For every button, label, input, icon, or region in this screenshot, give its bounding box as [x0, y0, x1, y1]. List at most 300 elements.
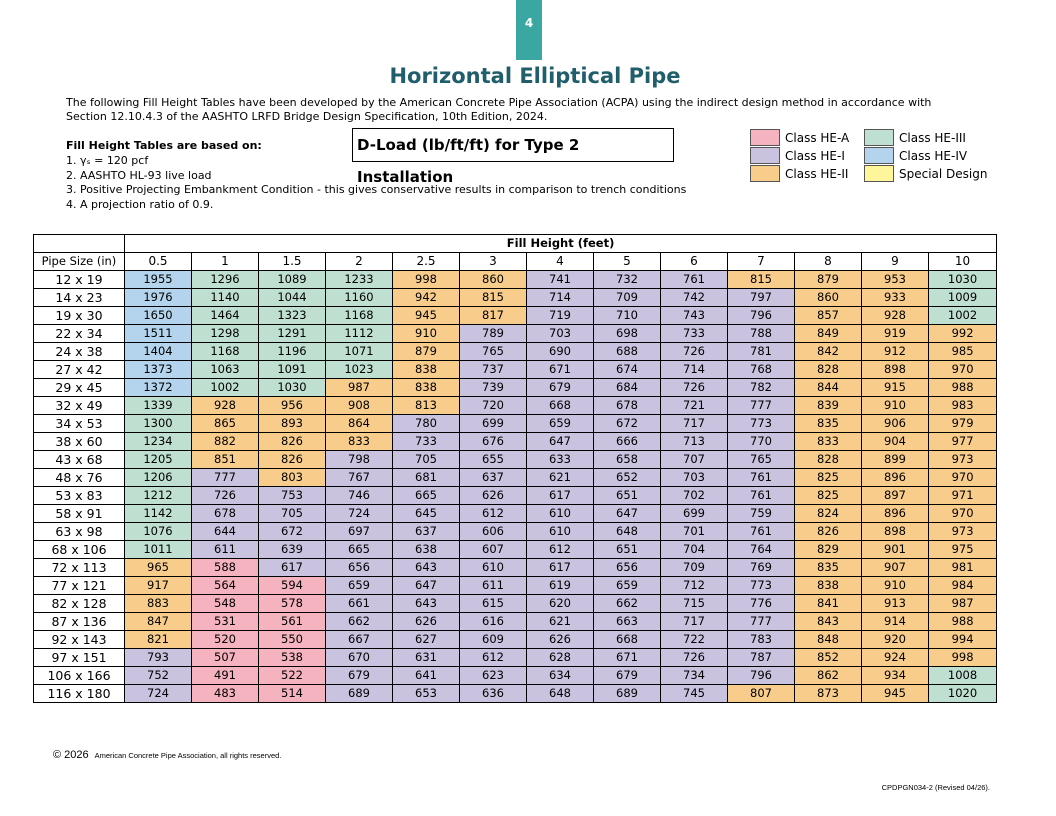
dload-cell: 548	[192, 595, 259, 613]
fill-height-column-header: 2.5	[393, 253, 460, 271]
dload-cell: 662	[326, 613, 393, 631]
dload-cell: 1002	[929, 307, 997, 325]
dload-cell: 828	[795, 361, 862, 379]
table-row	[34, 361, 997, 379]
table-row	[34, 343, 997, 361]
dload-cell: 893	[259, 415, 326, 433]
pipe-size-cell: 43 x 68	[34, 451, 125, 469]
dload-cell: 652	[594, 469, 661, 487]
dload-cell: 1002	[192, 379, 259, 397]
fill-height-column-header: 4	[527, 253, 594, 271]
dload-cell: 561	[259, 613, 326, 631]
dload-cell: 701	[661, 523, 728, 541]
table-row	[34, 325, 997, 343]
table-row	[34, 559, 997, 577]
dload-cell: 726	[661, 343, 728, 361]
pipe-size-cell: 68 x 106	[34, 541, 125, 559]
dload-cell: 1300	[125, 415, 192, 433]
dload-cell: 665	[326, 541, 393, 559]
basis-item: 3. Positive Projecting Embankment Condition - this gives conservative results in comparison to trench conditions	[66, 183, 687, 196]
dload-cell: 829	[795, 541, 862, 559]
dload-cell: 945	[862, 685, 929, 703]
dload-cell: 852	[795, 649, 862, 667]
dload-cell: 901	[862, 541, 929, 559]
dload-cell: 770	[728, 433, 795, 451]
dload-cell: 898	[862, 361, 929, 379]
dload-cell: 793	[125, 649, 192, 667]
fill-height-column-header: 1.5	[259, 253, 326, 271]
dload-cell: 851	[192, 451, 259, 469]
table-row	[34, 469, 997, 487]
dload-cell: 826	[795, 523, 862, 541]
dload-cell: 1212	[125, 487, 192, 505]
dload-cell: 699	[460, 415, 527, 433]
pipe-size-cell: 48 x 76	[34, 469, 125, 487]
dload-cell: 1160	[326, 289, 393, 307]
dload-cell: 777	[728, 613, 795, 631]
dload-cell: 828	[795, 451, 862, 469]
dload-cell: 773	[728, 415, 795, 433]
table-body	[34, 271, 997, 703]
dload-cell: 676	[460, 433, 527, 451]
dload-cell: 514	[259, 685, 326, 703]
dload-cell: 667	[326, 631, 393, 649]
fill-height-column-header: 1	[192, 253, 259, 271]
dload-cell: 647	[393, 577, 460, 595]
dload-cell: 611	[460, 577, 527, 595]
dload-cell: 666	[594, 433, 661, 451]
dload-cell: 550	[259, 631, 326, 649]
dload-cell: 1464	[192, 307, 259, 325]
dload-cell: 913	[862, 595, 929, 613]
dload-cell: 910	[393, 325, 460, 343]
table-row	[34, 397, 997, 415]
dload-cell: 621	[527, 469, 594, 487]
pipe-size-cell: 12 x 19	[34, 271, 125, 289]
pipe-size-cell: 82 x 128	[34, 595, 125, 613]
dload-cell: 883	[125, 595, 192, 613]
dload-cell: 620	[527, 595, 594, 613]
dload-cell: 746	[326, 487, 393, 505]
dload-cell: 838	[393, 361, 460, 379]
table-corner-cell	[34, 235, 125, 253]
dload-cell: 644	[192, 523, 259, 541]
dload-cell: 988	[929, 379, 997, 397]
dload-cell: 491	[192, 667, 259, 685]
pipe-size-cell: 22 x 34	[34, 325, 125, 343]
dload-cell: 681	[393, 469, 460, 487]
dload-cell: 906	[862, 415, 929, 433]
dload-cell: 1976	[125, 289, 192, 307]
dload-cell: 1955	[125, 271, 192, 289]
dload-cell: 627	[393, 631, 460, 649]
dload-cell: 739	[460, 379, 527, 397]
dload-cell: 531	[192, 613, 259, 631]
dload-cell: 912	[862, 343, 929, 361]
dload-cell: 847	[125, 613, 192, 631]
dload-cell: 910	[862, 397, 929, 415]
dload-cell: 981	[929, 559, 997, 577]
dload-cell: 1650	[125, 307, 192, 325]
dload-cell: 678	[594, 397, 661, 415]
dload-cell: 612	[460, 649, 527, 667]
dload-cell: 879	[795, 271, 862, 289]
dload-cell: 767	[326, 469, 393, 487]
dload-cell: 826	[259, 433, 326, 451]
dload-cell: 742	[661, 289, 728, 307]
dload-cell: 651	[594, 541, 661, 559]
dload-cell: 1205	[125, 451, 192, 469]
dload-cell: 743	[661, 307, 728, 325]
dload-cell: 674	[594, 361, 661, 379]
pipe-size-cell: 34 x 53	[34, 415, 125, 433]
dload-cell: 626	[393, 613, 460, 631]
dload-cell: 672	[259, 523, 326, 541]
dload-cell: 1071	[326, 343, 393, 361]
dload-cell: 665	[393, 487, 460, 505]
table-row	[34, 289, 997, 307]
legend-label: Class HE-A	[785, 131, 850, 145]
dload-cell: 1404	[125, 343, 192, 361]
dload-cell: 821	[125, 631, 192, 649]
dload-cell: 917	[125, 577, 192, 595]
dload-cell: 713	[661, 433, 728, 451]
dload-cell: 904	[862, 433, 929, 451]
pipe-size-cell: 19 x 30	[34, 307, 125, 325]
fill-height-column-header: 0.5	[125, 253, 192, 271]
dload-cell: 864	[326, 415, 393, 433]
dload-cell: 1339	[125, 397, 192, 415]
table-row	[34, 271, 997, 289]
dload-cell: 659	[527, 415, 594, 433]
dload-cell: 907	[862, 559, 929, 577]
dload-cell: 780	[393, 415, 460, 433]
pipe-size-cell: 58 x 91	[34, 505, 125, 523]
dload-cell: 975	[929, 541, 997, 559]
dload-cell: 726	[661, 379, 728, 397]
dload-cell: 773	[728, 577, 795, 595]
dload-cell: 610	[460, 559, 527, 577]
dload-cell: 639	[259, 541, 326, 559]
dload-cell: 1206	[125, 469, 192, 487]
document-id: CPDPGN034-2 (Revised 04/26).	[881, 783, 990, 792]
dload-cell: 621	[527, 613, 594, 631]
dload-cell: 857	[795, 307, 862, 325]
dload-cell: 670	[326, 649, 393, 667]
dload-cell: 623	[460, 667, 527, 685]
dload-cell: 765	[728, 451, 795, 469]
dload-cell: 714	[527, 289, 594, 307]
dload-cell: 655	[460, 451, 527, 469]
dload-cell: 803	[259, 469, 326, 487]
dload-cell: 769	[728, 559, 795, 577]
dload-cell: 860	[795, 289, 862, 307]
table-row	[34, 667, 997, 685]
fill-height-column-header: 6	[661, 253, 728, 271]
dload-cell: 896	[862, 505, 929, 523]
dload-cell: 920	[862, 631, 929, 649]
dload-cell: 634	[527, 667, 594, 685]
fill-height-column-header: 3	[460, 253, 527, 271]
dload-cell: 668	[527, 397, 594, 415]
dload-cell: 783	[728, 631, 795, 649]
intro-paragraph: The following Fill Height Tables have been developed by the American Concrete Pipe Association (ACPA) using the indirect design method in accordance with Section 12.10.4.3 of the AASHTO LRFD Bridge Design Specification, 10th Edition, 2024.	[66, 96, 932, 123]
dload-cell: 1011	[125, 541, 192, 559]
dload-cell: 924	[862, 649, 929, 667]
dload-cell: 724	[326, 505, 393, 523]
dload-cell: 717	[661, 613, 728, 631]
dload-cell: 637	[460, 469, 527, 487]
dload-cell: 970	[929, 361, 997, 379]
dload-cell: 945	[393, 307, 460, 325]
dload-cell: 896	[862, 469, 929, 487]
dload-cell: 841	[795, 595, 862, 613]
dload-cell: 824	[795, 505, 862, 523]
dload-cell: 709	[661, 559, 728, 577]
fill-height-column-header: 10	[929, 253, 997, 271]
dload-cell: 970	[929, 469, 997, 487]
dload-cell: 1142	[125, 505, 192, 523]
dload-cell: 651	[594, 487, 661, 505]
dload-cell: 761	[728, 523, 795, 541]
table-row	[34, 631, 997, 649]
dload-cell: 663	[594, 613, 661, 631]
dload-cell: 705	[259, 505, 326, 523]
table-row	[34, 613, 997, 631]
dload-cell: 615	[460, 595, 527, 613]
dload-cell: 796	[728, 307, 795, 325]
dload-cell: 956	[259, 397, 326, 415]
dload-cell: 617	[527, 487, 594, 505]
dload-cell: 873	[795, 685, 862, 703]
pipe-size-cell: 53 x 83	[34, 487, 125, 505]
dload-cell: 984	[929, 577, 997, 595]
dload-cell: 813	[393, 397, 460, 415]
dload-cell: 752	[125, 667, 192, 685]
dload-cell: 643	[393, 595, 460, 613]
dload-cell: 1233	[326, 271, 393, 289]
dload-cell: 619	[527, 577, 594, 595]
dload-cell: 720	[460, 397, 527, 415]
dload-cell: 985	[929, 343, 997, 361]
table-row	[34, 649, 997, 667]
dload-cell: 709	[594, 289, 661, 307]
table-row	[34, 541, 997, 559]
dload-cell: 656	[594, 559, 661, 577]
legend-swatch	[750, 165, 780, 182]
table-row	[34, 415, 997, 433]
dload-cell: 928	[192, 397, 259, 415]
table-row	[34, 433, 997, 451]
dload-cell: 733	[393, 433, 460, 451]
dload-cell: 647	[594, 505, 661, 523]
table-row	[34, 523, 997, 541]
dload-cell: 733	[661, 325, 728, 343]
dload-cell: 702	[661, 487, 728, 505]
dload-cell: 594	[259, 577, 326, 595]
dload-cell: 787	[728, 649, 795, 667]
pipe-size-cell: 72 x 113	[34, 559, 125, 577]
dload-cell: 1008	[929, 667, 997, 685]
legend-label: Class HE-I	[785, 149, 845, 163]
table-row	[34, 307, 997, 325]
dload-cell: 628	[527, 649, 594, 667]
copyright-text: American Concrete Pipe Association, all rights reserved.	[94, 751, 282, 760]
dload-cell: 777	[192, 469, 259, 487]
dload-cell: 1234	[125, 433, 192, 451]
dload-cell: 714	[661, 361, 728, 379]
pipe-size-cell: 116 x 180	[34, 685, 125, 703]
pipe-size-cell: 77 x 121	[34, 577, 125, 595]
legend-swatch	[750, 147, 780, 164]
fill-height-column-header: 9	[862, 253, 929, 271]
dload-cell: 617	[527, 559, 594, 577]
legend-swatch	[864, 165, 894, 182]
dload-cell: 1168	[192, 343, 259, 361]
dload-cell: 765	[460, 343, 527, 361]
legend-swatch	[864, 129, 894, 146]
dload-cell: 633	[527, 451, 594, 469]
dload-cell: 1196	[259, 343, 326, 361]
dload-cell: 973	[929, 523, 997, 541]
page-number-tab	[516, 0, 542, 60]
dload-cell: 934	[862, 667, 929, 685]
dload-cell: 710	[594, 307, 661, 325]
dload-cell: 1044	[259, 289, 326, 307]
dload-cell: 910	[862, 577, 929, 595]
dload-cell: 732	[594, 271, 661, 289]
dload-cell: 648	[594, 523, 661, 541]
dload-cell: 538	[259, 649, 326, 667]
dload-cell: 1168	[326, 307, 393, 325]
dload-cell: 987	[929, 595, 997, 613]
dload-cell: 983	[929, 397, 997, 415]
page-number: 4	[524, 16, 534, 30]
dload-cell: 815	[460, 289, 527, 307]
pipe-size-header: Pipe Size (in)	[34, 253, 125, 271]
dload-cell: 973	[929, 451, 997, 469]
dload-cell: 689	[326, 685, 393, 703]
pipe-size-cell: 29 x 45	[34, 379, 125, 397]
dload-cell: 719	[527, 307, 594, 325]
dload-cell: 697	[326, 523, 393, 541]
dload-cell: 825	[795, 469, 862, 487]
dload-cell: 610	[527, 505, 594, 523]
dload-cell: 672	[594, 415, 661, 433]
dload-cell: 745	[661, 685, 728, 703]
dload-cell: 789	[460, 325, 527, 343]
dload-cell: 626	[460, 487, 527, 505]
dload-cell: 578	[259, 595, 326, 613]
dload-cell: 994	[929, 631, 997, 649]
fill-height-column-header: 7	[728, 253, 795, 271]
dload-cell: 1091	[259, 361, 326, 379]
dload-cell: 656	[326, 559, 393, 577]
dload-cell: 611	[192, 541, 259, 559]
pipe-size-cell: 87 x 136	[34, 613, 125, 631]
dload-cell: 942	[393, 289, 460, 307]
dload-cell: 849	[795, 325, 862, 343]
dload-cell: 965	[125, 559, 192, 577]
fill-height-column-header: 5	[594, 253, 661, 271]
dload-cell: 637	[393, 523, 460, 541]
dload-cell: 835	[795, 415, 862, 433]
dload-cell: 610	[527, 523, 594, 541]
dload-cell: 843	[795, 613, 862, 631]
dload-cell: 705	[393, 451, 460, 469]
dload-cell: 564	[192, 577, 259, 595]
dload-cell: 1089	[259, 271, 326, 289]
dload-cell: 1023	[326, 361, 393, 379]
dload-cell: 844	[795, 379, 862, 397]
dload-cell: 671	[527, 361, 594, 379]
dload-cell: 860	[460, 271, 527, 289]
copyright-year: © 2026	[53, 749, 89, 761]
dload-cell: 817	[460, 307, 527, 325]
dload-cell: 643	[393, 559, 460, 577]
dload-cell: 782	[728, 379, 795, 397]
legend-label: Special Design	[899, 167, 988, 181]
dload-cell: 588	[192, 559, 259, 577]
dload-cell: 915	[862, 379, 929, 397]
pipe-size-cell: 14 x 23	[34, 289, 125, 307]
basis-item: 4. A projection ratio of 0.9.	[66, 197, 214, 211]
dload-cell: 953	[862, 271, 929, 289]
dload-cell: 797	[728, 289, 795, 307]
dload-cell: 998	[393, 271, 460, 289]
dload-cell: 606	[460, 523, 527, 541]
fill-height-column-header: 2	[326, 253, 393, 271]
dload-cell: 761	[728, 487, 795, 505]
dload-cell: 1323	[259, 307, 326, 325]
pipe-size-cell: 92 x 143	[34, 631, 125, 649]
dload-cell: 865	[192, 415, 259, 433]
dload-cell: 722	[661, 631, 728, 649]
dload-cell: 1030	[259, 379, 326, 397]
dload-cell: 788	[728, 325, 795, 343]
dload-cell: 1372	[125, 379, 192, 397]
table-row	[34, 379, 997, 397]
dload-cell: 1298	[192, 325, 259, 343]
dload-cell: 690	[527, 343, 594, 361]
dload-cell: 833	[326, 433, 393, 451]
dload-cell: 671	[594, 649, 661, 667]
dload-cell: 741	[527, 271, 594, 289]
dload-cell: 825	[795, 487, 862, 505]
dload-cell: 1112	[326, 325, 393, 343]
dload-cell: 781	[728, 343, 795, 361]
dload-cell: 897	[862, 487, 929, 505]
dload-cell: 992	[929, 325, 997, 343]
table-row	[34, 451, 997, 469]
legend-swatch	[750, 129, 780, 146]
dload-cell: 776	[728, 595, 795, 613]
pipe-size-cell: 97 x 151	[34, 649, 125, 667]
dload-cell: 826	[259, 451, 326, 469]
table-row	[34, 505, 997, 523]
basis-item: 2. AASHTO HL-93 live load	[66, 168, 212, 182]
dload-cell: 862	[795, 667, 862, 685]
dload-cell: 631	[393, 649, 460, 667]
dload-cell: 899	[862, 451, 929, 469]
dload-cell: 668	[594, 631, 661, 649]
dload-cell: 684	[594, 379, 661, 397]
dload-cell: 699	[661, 505, 728, 523]
table-row	[34, 685, 997, 703]
dload-cell: 1291	[259, 325, 326, 343]
dload-cell: 520	[192, 631, 259, 649]
dload-cell: 919	[862, 325, 929, 343]
